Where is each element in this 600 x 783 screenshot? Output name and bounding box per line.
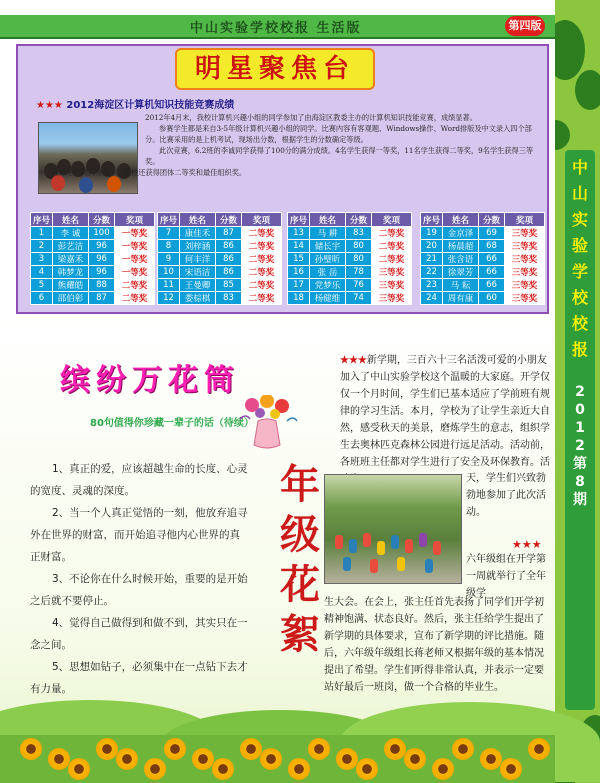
spine-issue-char: 2: [575, 384, 585, 400]
table-row: [288, 279, 412, 292]
star-para-3: 此次竞赛，6.2班的李诚同学获得了100分的满分成绩。4名学生获得一等奖，11名学生获得二等奖，9名学生获得三等奖。: [145, 146, 534, 166]
table-cell: 周有康: [443, 292, 479, 305]
table-row: [288, 292, 412, 305]
award-cell: 三等奖: [505, 253, 545, 266]
table-cell: 熊耀皓: [53, 279, 89, 292]
table-row: [421, 227, 545, 240]
table-cell: 8: [158, 240, 180, 253]
table-cell: 王曼卿: [180, 279, 216, 292]
table-cell: 刘梓涵: [180, 240, 216, 253]
award-cell: 三等奖: [372, 279, 412, 292]
table-cell: 张 岳: [310, 266, 346, 279]
sunflower-icon: [288, 758, 310, 780]
table-row: [31, 240, 155, 253]
table-cell: 马 耕: [310, 227, 346, 240]
column-header: 姓名: [443, 213, 479, 227]
sunflower-icon: [480, 748, 502, 770]
table-cell: 16: [288, 266, 310, 279]
column-header: 姓名: [53, 213, 89, 227]
spine-title-char: 山: [571, 184, 588, 203]
table-cell: 徐翠芳: [443, 266, 479, 279]
sunflower-icon: [452, 738, 474, 760]
results-table-2: [157, 212, 282, 305]
table-cell: 4: [31, 266, 53, 279]
sunflower-icon: [260, 748, 282, 770]
spine-issue-char: 第: [573, 456, 587, 472]
column-header: 分数: [216, 213, 242, 227]
news-sixth-grade-side: 六年级组在开学第一周就举行了全年级学: [466, 554, 546, 599]
star-article: [52, 112, 540, 178]
table-row: [158, 279, 282, 292]
news-sixth-grade-body: 生大会。在会上，张主任首先表扬了同学们开学初精神饱满、状态良好。然后，张主任给学生提出了新学期的具体要求，宣布了新学期的评比措施。随后，六年级年级组长蒋老师又根据年级的基本情况提出了希望。学生们听得非常认真，并表示一定要站好最后一班岗，做一个合格的毕业生。: [324, 597, 544, 693]
table-cell: 9: [158, 253, 180, 266]
sunflower-icon: [212, 758, 234, 780]
table-cell: 80: [346, 240, 372, 253]
table-cell: 20: [421, 240, 443, 253]
column-header: 姓名: [310, 213, 346, 227]
field-trip-photo: [324, 474, 462, 584]
table-row: [158, 227, 282, 240]
table-cell: 何丰洋: [180, 253, 216, 266]
award-cell: 二等奖: [242, 292, 282, 305]
table-cell: 85: [216, 279, 242, 292]
sunflower-icon: [404, 748, 426, 770]
table-cell: 15: [288, 253, 310, 266]
award-cell: 二等奖: [242, 266, 282, 279]
award-cell: 一等奖: [115, 227, 155, 240]
column-header: 序号: [288, 213, 310, 227]
table-cell: 87: [89, 292, 115, 305]
award-cell: 二等奖: [242, 253, 282, 266]
award-cell: 一等奖: [115, 240, 155, 253]
table-cell: 23: [421, 279, 443, 292]
column-header: 分数: [479, 213, 505, 227]
table-cell: 杨晨超: [443, 240, 479, 253]
vertical-title-char: 花: [280, 561, 320, 608]
table-cell: 83: [346, 227, 372, 240]
table-cell: 7: [158, 227, 180, 240]
news1-intro: 新学期，三百六十三名活泼可爱的小朋友加入了中山实验学校这个温暖的大家庭。开学仅仅一个月时间，学生们已基本适应了学前班有规律的学习生活。本月，学校为了让学生亲近大自然，感受秋天的美景，磨炼学生的意志，组织学生去奥林匹克森林公园进行远足活动。活动前，各班班主任都对学生进行了安全及环保教育。活: [340, 355, 550, 468]
table-row: [31, 279, 155, 292]
grade-vertical-title: [270, 460, 330, 660]
sunflower-icon: [432, 758, 454, 780]
award-cell: 二等奖: [115, 292, 155, 305]
table-row: [31, 227, 155, 240]
table-row: [288, 227, 412, 240]
results-table-3: [287, 212, 412, 305]
results-table-4: [420, 212, 545, 305]
sunflower-icon: [528, 738, 550, 760]
column-header: 奖项: [115, 213, 155, 227]
column-header: 分数: [346, 213, 372, 227]
award-cell: 二等奖: [372, 240, 412, 253]
star-para-2: 参赛学生都是来自3-5年级计算机兴趣小组的同学。比赛内容有客观题、Windows操作、Word排版及中文录入四个部分。比赛采用的是上机考试，现场出分数，根据学生的分数确定等级。: [145, 124, 532, 144]
table-cell: 86: [216, 240, 242, 253]
sunflower-icon: [20, 738, 42, 760]
table-cell: 83: [216, 292, 242, 305]
table-row: [288, 266, 412, 279]
news-first-grade: [340, 352, 550, 488]
table-cell: 党梦乐: [310, 279, 346, 292]
table-row: [31, 292, 155, 305]
award-cell: 二等奖: [372, 253, 412, 266]
results-table-1: [30, 212, 155, 305]
table-cell: 11: [158, 279, 180, 292]
spine-title-char: 学: [571, 262, 588, 281]
table-cell: 1: [31, 227, 53, 240]
spine-title-char: 校: [571, 288, 588, 307]
sunflower-icon: [356, 758, 378, 780]
column-header: 序号: [158, 213, 180, 227]
table-row: [31, 253, 155, 266]
column-header: 奖项: [242, 213, 282, 227]
page-tag: 第四版: [505, 16, 545, 36]
spine-issue-char: 1: [575, 420, 585, 436]
award-cell: 三等奖: [505, 279, 545, 292]
table-row: [421, 279, 545, 292]
vertical-title-char: 年: [280, 461, 320, 508]
table-cell: 21: [421, 253, 443, 266]
table-cell: 80: [346, 253, 372, 266]
table-row: [158, 240, 282, 253]
table-cell: 马 耘: [443, 279, 479, 292]
table-cell: 3: [31, 253, 53, 266]
saying-3: 3、不论你在什么时候开始，重要的是开始之后就不要停止。: [30, 573, 248, 607]
table-cell: 6: [31, 292, 53, 305]
sunflower-icon: [192, 748, 214, 770]
table-cell: 张含语: [443, 253, 479, 266]
award-cell: 二等奖: [115, 279, 155, 292]
table-header-row: [421, 213, 545, 227]
table-row: [158, 292, 282, 305]
table-row: [31, 266, 155, 279]
table-row: [421, 266, 545, 279]
table-cell: 金京泽: [443, 227, 479, 240]
table-header-row: [158, 213, 282, 227]
spine-issue: [565, 383, 595, 509]
spine-issue-char: 0: [575, 402, 585, 418]
table-cell: 娄棕棋: [180, 292, 216, 305]
sunflower-icon: [384, 738, 406, 760]
table-cell: 储长宇: [310, 240, 346, 253]
spine-title-char: 中: [571, 158, 588, 177]
table-cell: 14: [288, 240, 310, 253]
column-header: 姓名: [180, 213, 216, 227]
table-cell: 78: [346, 266, 372, 279]
award-cell: 三等奖: [505, 292, 545, 305]
sunflower-icon: [240, 738, 262, 760]
table-row: [421, 253, 545, 266]
table-cell: 邵伯彰: [53, 292, 89, 305]
table-row: [288, 240, 412, 253]
table-cell: 12: [158, 292, 180, 305]
award-cell: 三等奖: [505, 266, 545, 279]
table-cell: 86: [216, 266, 242, 279]
competition-photo: [38, 122, 138, 194]
sunflower-icon: [500, 758, 522, 780]
award-cell: 二等奖: [242, 240, 282, 253]
header-title: 中山实验学校校报 生活版: [190, 21, 362, 36]
table-cell: 梁嘉禾: [53, 253, 89, 266]
table-cell: 96: [89, 266, 115, 279]
award-cell: 三等奖: [372, 266, 412, 279]
table-cell: 88: [89, 279, 115, 292]
stars-icon: ★★★: [340, 355, 367, 366]
table-cell: 康佳禾: [180, 227, 216, 240]
table-cell: 74: [346, 292, 372, 305]
award-cell: 二等奖: [242, 227, 282, 240]
column-header: 序号: [421, 213, 443, 227]
spine-issue-char: 8: [575, 474, 585, 490]
table-cell: 22: [421, 266, 443, 279]
award-cell: 一等奖: [115, 266, 155, 279]
award-cell: 三等奖: [505, 227, 545, 240]
table-row: [158, 266, 282, 279]
table-row: [158, 253, 282, 266]
table-cell: 100: [89, 227, 115, 240]
table-cell: 5: [31, 279, 53, 292]
table-cell: 宋语洁: [180, 266, 216, 279]
star-banner: 明星聚焦台: [175, 48, 375, 90]
news1-continued: 天，学生们兴致勃勃地参加了此次活动。: [466, 473, 546, 518]
table-row: [288, 253, 412, 266]
table-cell: 69: [479, 227, 505, 240]
table-row: [421, 292, 545, 305]
table-header-row: [288, 213, 412, 227]
table-cell: 96: [89, 253, 115, 266]
table-cell: 2: [31, 240, 53, 253]
table-cell: 韩梦龙: [53, 266, 89, 279]
kaleidoscope-title: 缤纷万花筒: [60, 363, 240, 398]
table-header-row: [31, 213, 155, 227]
star-para-4: 在师生的共同努力下，我校还获得团体二等奖和最佳组织奖。: [52, 168, 247, 177]
spine-title-char: 校: [571, 314, 588, 333]
award-cell: 二等奖: [242, 279, 282, 292]
table-cell: 86: [216, 253, 242, 266]
vertical-title-char: 絮: [280, 611, 320, 658]
column-header: 分数: [89, 213, 115, 227]
spine-issue-char: 期: [573, 492, 587, 508]
table-cell: 68: [479, 240, 505, 253]
column-header: 奖项: [372, 213, 412, 227]
table-cell: 66: [479, 253, 505, 266]
saying-5: 5、思想如钻子，必须集中在一点钻下去才有力量。: [30, 661, 248, 695]
kaleidoscope-subtitle: 80句值得你珍藏一辈子的话（待续）: [90, 418, 254, 429]
column-header: 序号: [31, 213, 53, 227]
table-cell: 60: [479, 292, 505, 305]
saying-1: 1、真正的爱，应该超越生命的长度、心灵的宽度、灵魂的深度。: [30, 463, 248, 497]
spine-title-char: 验: [571, 236, 588, 255]
table-cell: 19: [421, 227, 443, 240]
table-cell: 76: [346, 279, 372, 292]
spine-title: [565, 155, 595, 363]
sayings-list: [30, 458, 250, 700]
sunflower-icon: [116, 748, 138, 770]
award-cell: 二等奖: [372, 227, 412, 240]
star-subtitle-text: 2012海淀区计算机知识技能竞赛成绩: [66, 100, 235, 111]
table-cell: 10: [158, 266, 180, 279]
sunflower-icon: [68, 758, 90, 780]
spine-title-char: 实: [571, 210, 588, 229]
saying-4: 4、觉得自己做得到和做不到，其实只在一念之间。: [30, 617, 248, 651]
table-cell: 杨健维: [310, 292, 346, 305]
table-row: [421, 240, 545, 253]
sunflower-icon: [144, 758, 166, 780]
award-cell: 三等奖: [505, 240, 545, 253]
sunflower-icon: [96, 738, 118, 760]
flower-vase-icon: [232, 395, 302, 450]
award-cell: 一等奖: [115, 253, 155, 266]
table-cell: 李 诚: [53, 227, 89, 240]
table-cell: 13: [288, 227, 310, 240]
table-cell: 彭艺洁: [53, 240, 89, 253]
spine-title-char: 报: [571, 340, 588, 359]
sunflower-icon: [164, 738, 186, 760]
table-cell: 孙璧昕: [310, 253, 346, 266]
saying-2: 2、当一个人真正觉悟的一刻，他放弃追寻外在世界的财富，而开始追寻他内心世界的真正财富。: [30, 507, 248, 563]
sunflower-icon: [48, 748, 70, 770]
spine-issue-char: 2: [575, 438, 585, 454]
award-cell: 三等奖: [372, 292, 412, 305]
table-cell: 17: [288, 279, 310, 292]
vertical-title-char: 级: [280, 511, 320, 558]
table-cell: 66: [479, 266, 505, 279]
table-cell: 96: [89, 240, 115, 253]
star-subtitle: [36, 96, 234, 111]
column-header: 奖项: [505, 213, 545, 227]
sunflower-icon: [308, 738, 330, 760]
table-cell: 24: [421, 292, 443, 305]
table-cell: 18: [288, 292, 310, 305]
star-para-1: 2012年4月末，我校计算机兴趣小组的同学参加了由海淀区教委主办的计算机知识技能竞赛，成绩显著。: [145, 113, 477, 122]
table-cell: 66: [479, 279, 505, 292]
sunflower-icon: [336, 748, 358, 770]
stars-icon: ★★★: [36, 100, 63, 111]
table-cell: 87: [216, 227, 242, 240]
stars-icon: ★★★: [512, 538, 542, 551]
